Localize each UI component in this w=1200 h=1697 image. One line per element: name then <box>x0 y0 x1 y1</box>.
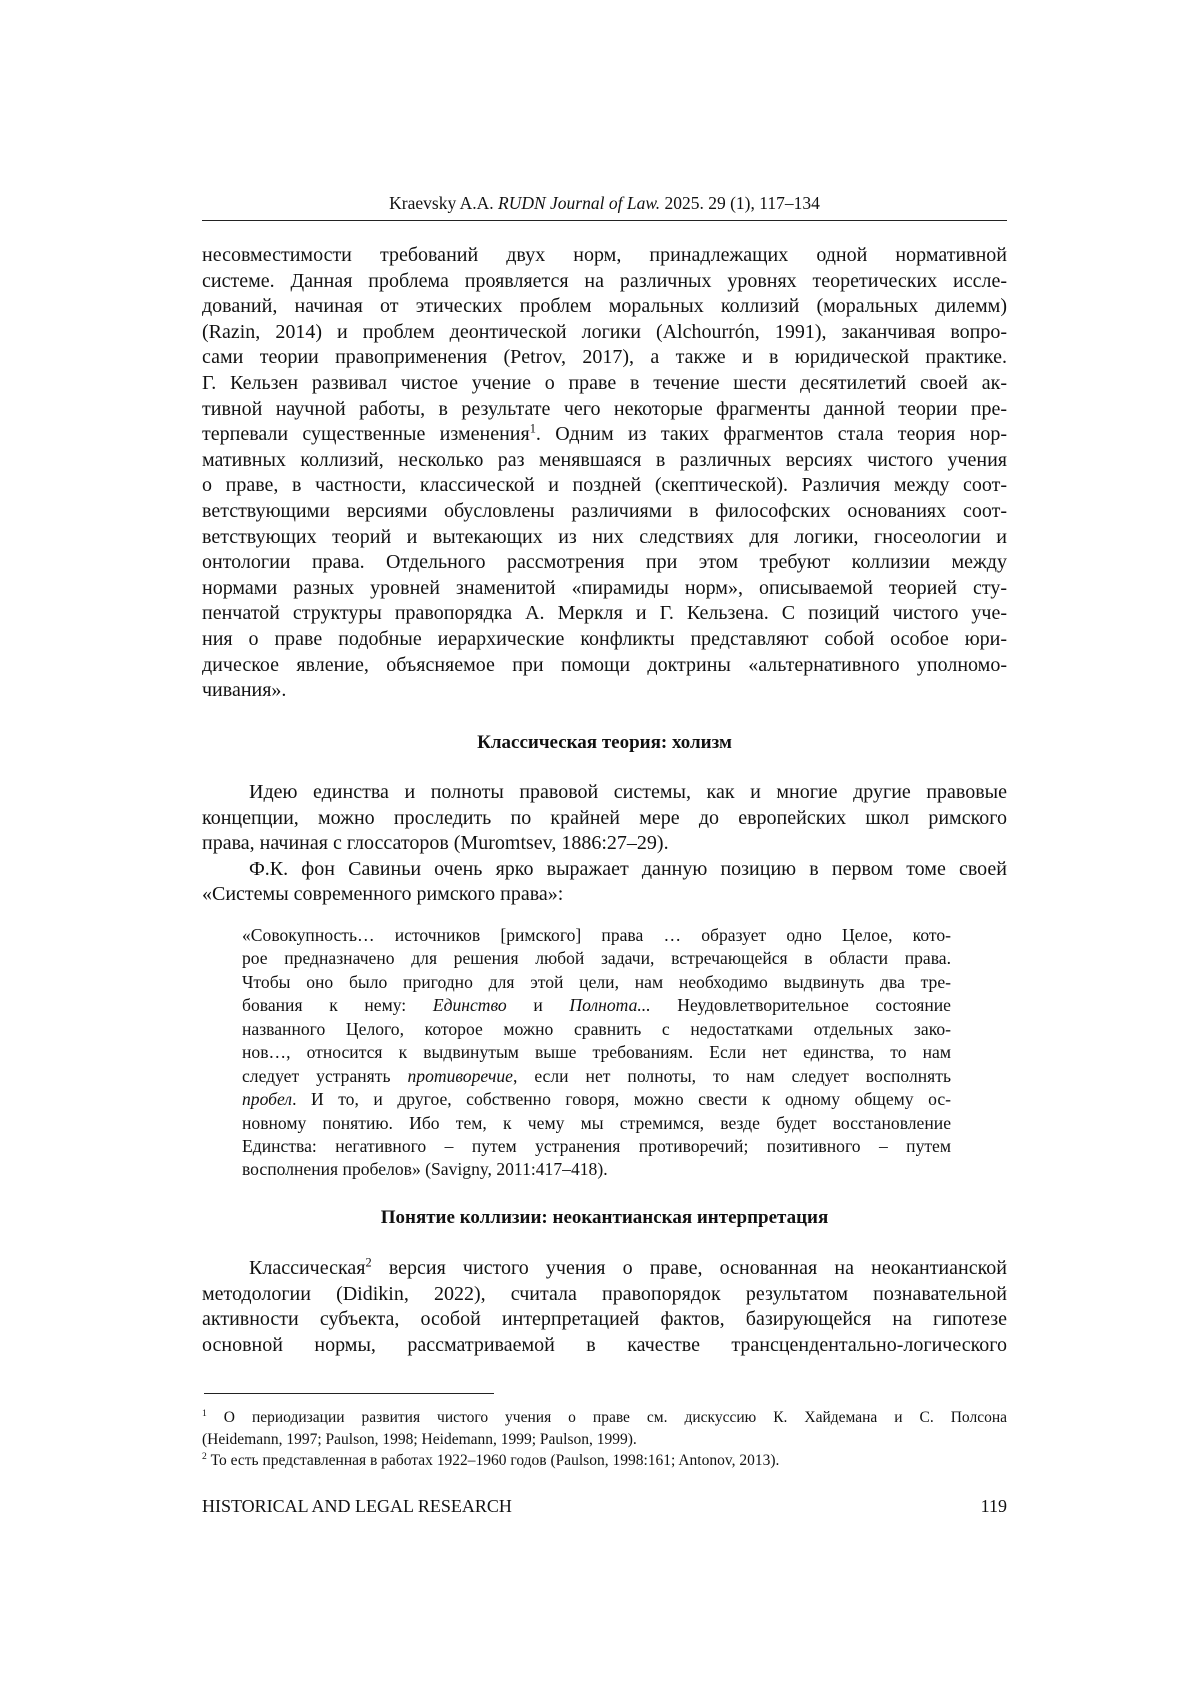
text-run: следует устранять <box>242 1066 407 1086</box>
text-line: сами теории правоприменения (Petrov, 2017), а также и в юридической практике. <box>202 345 1007 371</box>
text-line: Единства: негативного – путем устранения противоречий; позитивного – путем <box>242 1135 951 1158</box>
section2-paragraph <box>202 1256 1007 1358</box>
footnote-separator <box>204 1393 494 1394</box>
paragraph-1 <box>202 243 1007 704</box>
text-line: о праве, в частности, классической и поздней (скептической). Различия между соот- <box>202 473 1007 499</box>
text-run: бования к нему: <box>242 995 433 1015</box>
text-line: пенчатой структуры правопорядка А. Меркля и Г. Кельзена. С позиций чистого уче- <box>202 601 1007 627</box>
text-line: рое предназначено для решения любой задачи, встречающейся в области права. <box>242 947 951 970</box>
text-run: , если нет полноты, то нам следует восполнять <box>513 1066 951 1086</box>
text-run: терпевали существенные изменения <box>202 423 530 445</box>
text-line: Г. Кельзен развивал чистое учение о праве в течение шести десятилетий своей ак- <box>202 371 1007 397</box>
text-run: О периодизации развития чистого учения о праве см. дискуссию К. Хайдемана и С. Полсона <box>207 1409 1007 1426</box>
emphasis: Полнота... <box>569 995 650 1015</box>
text-line: (Heidemann, 1997; Paulson, 1998; Heidemann, 1999; Paulson, 1999). <box>202 1429 1007 1451</box>
text-line: методологии (Didikin, 2022), считала правопорядок результатом познавательной <box>202 1282 1007 1308</box>
page-footer <box>202 1496 1007 1517</box>
text-line: ветствующими версиями обусловлены различиями в философских основаниях соот- <box>202 499 1007 525</box>
text-line <box>202 422 1007 448</box>
footnote-ref: 1 <box>530 422 536 436</box>
text-line: концепции, можно проследить по крайней мере до европейских школ римского <box>202 806 1007 832</box>
text-run: . И то, и другое, собственно говоря, можно свести к одному общему ос- <box>292 1089 951 1109</box>
emphasis: Единство <box>433 995 507 1015</box>
section-heading-holism: Классическая теория: холизм <box>202 732 1007 754</box>
text-line: активности субъекта, особой интерпретацией фактов, базирующейся на гипотезе <box>202 1307 1007 1333</box>
text-line: ветствующих теорий и вытекающих из них следствиях для логики, гносеологии и <box>202 525 1007 551</box>
text-line: восполнения пробелов» (Savigny, 2011:417–418). <box>242 1158 951 1181</box>
text-line <box>242 1088 951 1111</box>
text-line <box>202 1256 1007 1282</box>
text-line: нормами разных уровней знаменитой «пирамиды норм», описываемой теорией сту- <box>202 576 1007 602</box>
page-number: 119 <box>981 1496 1007 1517</box>
footer-section-title: HISTORICAL AND LEGAL RESEARCH <box>202 1496 512 1516</box>
text-run: Неудовлетворительное состояние <box>651 995 951 1015</box>
text-run: То есть представленная в работах 1922–1960 годов (Paulson, 1998:161; Antonov, 2013). <box>207 1452 780 1469</box>
text-run: Классическая <box>249 1257 365 1279</box>
text-line: основной нормы, рассматриваемой в качестве трансцендентально-логического <box>202 1333 1007 1359</box>
header-issue: 2025. 29 (1), 117–134 <box>660 193 820 213</box>
footnote-ref: 2 <box>202 1451 207 1462</box>
text-line: мативных коллизий, несколько раз менявшаяся в различных версиях чистого учения <box>202 448 1007 474</box>
header-rule <box>202 220 1007 221</box>
text-line: Чтобы оно было пригодно для этой цели, нам необходимо выдвинуть два тре- <box>242 971 951 994</box>
text-line: ния о праве подобные иерархические конфликты представляют собой особое юри- <box>202 627 1007 653</box>
text-line: Ф.К. фон Савиньи очень ярко выражает данную позицию в первом томе своей <box>202 857 1007 883</box>
footnote-ref: 2 <box>365 1255 371 1269</box>
text-line: «Системы современного римского права»: <box>202 882 1007 908</box>
text-line: права, начиная с глоссаторов (Muromtsev, 1886:27–29). <box>202 831 1007 857</box>
header-author: Kraevsky A.A. <box>389 193 498 213</box>
text-run: версия чистого учения о праве, основанная на неокантианской <box>372 1257 1007 1279</box>
text-line: (Razin, 2014) и проблем деонтической логики (Alchourrón, 1991), заканчивая вопро- <box>202 320 1007 346</box>
text-line: чивания». <box>202 678 1007 704</box>
text-line: онтологии права. Отдельного рассмотрения при этом требуют коллизии между <box>202 550 1007 576</box>
text-line: «Совокупность… источников [римского] права … образует одно Целое, кото- <box>242 924 951 947</box>
text-line <box>202 1407 1007 1429</box>
text-run: и <box>507 995 570 1015</box>
emphasis: пробел <box>242 1089 292 1109</box>
text-line <box>242 1065 951 1088</box>
text-line: тивной научной работы, в результате чего некоторые фрагменты данной теории пре- <box>202 397 1007 423</box>
section1-paragraphs <box>202 780 1007 908</box>
text-line: несовместимости требований двух норм, принадлежащих одной нормативной <box>202 243 1007 269</box>
savigny-quote <box>242 924 951 1182</box>
section-heading-neokantian: Понятие коллизии: неокантианская интерпретация <box>202 1207 1007 1229</box>
text-line: системе. Данная проблема проявляется на различных уровнях теоретических иссле- <box>202 269 1007 295</box>
text-line: дическое явление, объясняемое при помощи доктрины «альтернативного уполномо- <box>202 653 1007 679</box>
emphasis: противоречие <box>407 1066 512 1086</box>
header-journal: RUDN Journal of Law. <box>498 193 660 213</box>
text-line <box>202 1450 1007 1472</box>
footnotes <box>202 1407 1007 1472</box>
footnote-ref: 1 <box>202 1408 207 1419</box>
text-line: дований, начиная от этических проблем моральных коллизий (моральных дилемм) <box>202 294 1007 320</box>
text-line: Идею единства и полноты правовой системы, как и многие другие правовые <box>202 780 1007 806</box>
text-line: новному понятию. Ибо тем, к чему мы стремимся, везде будет восстановление <box>242 1112 951 1135</box>
text-run: . Одним из таких фрагментов стала теория нор- <box>536 423 1007 445</box>
running-header <box>202 193 1007 214</box>
text-line: названного Целого, которое можно сравнить с недостатками отдельных зако- <box>242 1018 951 1041</box>
text-line <box>242 994 951 1017</box>
text-line: нов…, относится к выдвинутым выше требованиям. Если нет единства, то нам <box>242 1041 951 1064</box>
